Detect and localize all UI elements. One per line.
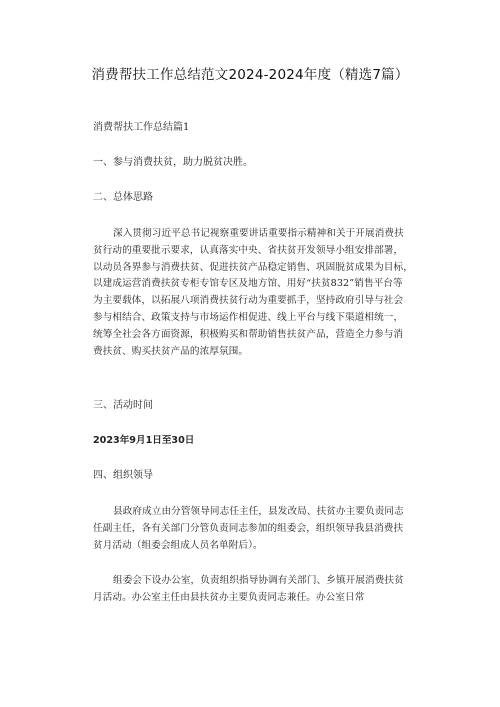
paragraph-line: 任副主任，各有关部门分管负责同志参加的组委会，组织领导我县消费扶 xyxy=(93,522,404,534)
document-title: 消费帮扶工作总结范文2024-2024年度（精选7篇） xyxy=(91,67,409,83)
paragraph-line: 组委会下设办公室，负责组织指导协调有关部门、乡镇开展消费扶贫 xyxy=(113,575,404,586)
section-heading-4: 四、组织领导 xyxy=(93,470,153,481)
paragraph-line: 以建成运营消费扶贫专柜专馆专区及地方馆、用好“扶贫832”销售平台等 xyxy=(93,278,403,290)
paragraph-line: 月活动。办公室主任由县扶贫办主要负责同志兼任。办公室日常 xyxy=(93,591,365,603)
paragraph-line: 贫月活动（组委会组成人员名单附后）。 xyxy=(93,539,263,551)
section-heading-2: 二、总体思路 xyxy=(93,192,153,203)
article-subtitle: 消费帮扶工作总结篇1 xyxy=(93,122,190,133)
paragraph-line: 以动员各界参与消费扶贫、促进扶贫产品稳定销售、巩固脱贫成果为目标， xyxy=(93,261,413,273)
paragraph-line: 县政府成立由分管领导同志任主任，县发改局、扶贫办主要负责同志 xyxy=(113,506,404,517)
section-heading-3: 三、活动时间 xyxy=(93,400,153,411)
paragraph-2 xyxy=(93,504,423,554)
paragraph-line: 深入贯彻习近平总书记视察重要讲话重要指示精神和关于开展消费扶 xyxy=(113,228,404,239)
paragraph-line: 贫行动的重要批示要求，认真落实中央、省扶贫开发领导小组安排部署， xyxy=(93,244,404,256)
paragraph-1 xyxy=(93,226,423,360)
activity-date: 2023年9月1日至30日 xyxy=(93,435,195,446)
paragraph-line: 参与相结合、政策支持与市场运作相促进、线上平台与线下渠道相统一， xyxy=(93,311,404,323)
section-heading-1: 一、参与消费扶贫，助力脱贫决胜。 xyxy=(93,157,253,168)
paragraph-3 xyxy=(93,573,423,607)
paragraph-line: 统筹全社会各方面资源，积极购买和帮助销售扶贫产品，营造全力参与消 xyxy=(93,328,404,340)
paragraph-line: 费扶贫、购买扶贫产品的浓厚氛围。 xyxy=(93,345,249,357)
paragraph-line: 为主要载体，以拓展八项消费扶贫行动为重要抓手，坚持政府引导与社会 xyxy=(93,295,404,307)
